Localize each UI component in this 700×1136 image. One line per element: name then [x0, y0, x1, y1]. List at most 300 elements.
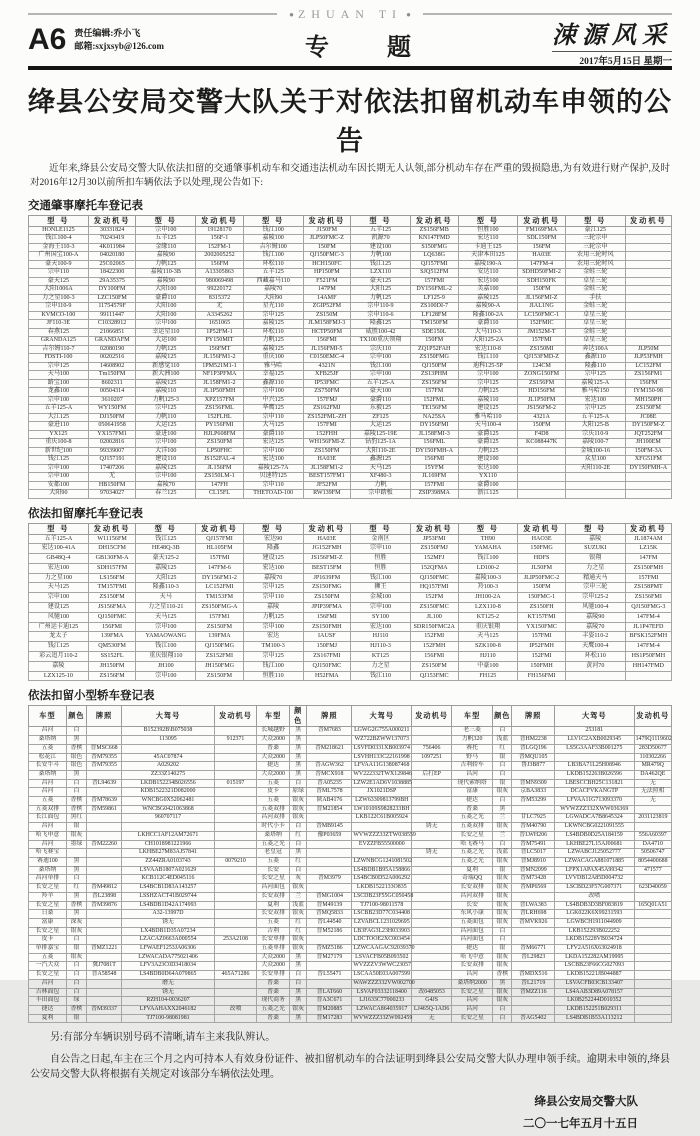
table-cell — [86, 866, 121, 875]
table-cell: 晋L29823 — [512, 953, 554, 962]
table-cell: DJ150FM — [88, 413, 136, 422]
table-cell — [625, 320, 671, 329]
table-cell: ZSIP398MA — [410, 490, 458, 499]
table-cell: LS4BDB3D3BF083819 — [554, 901, 634, 910]
table-cell: KCB112C4ED045116 — [122, 875, 215, 884]
table-cell: 嘉陵90 — [136, 252, 196, 261]
table-cell — [412, 805, 452, 814]
column-header: 型 号 — [351, 215, 411, 226]
table-cell: 2031123819 — [634, 814, 671, 823]
table-cell: ZS150FM — [196, 439, 244, 448]
table-cell: 钱江100 — [458, 554, 518, 564]
table-cell — [214, 901, 256, 910]
table-cell: 钻豹125-1A — [351, 439, 411, 448]
table-cell: 白 — [66, 962, 86, 971]
table-cell: YAMAOWANG — [136, 632, 196, 642]
table-cell — [122, 823, 215, 832]
table-cell: 隆鑫 — [243, 544, 303, 554]
table-row — [29, 413, 672, 422]
table-cell: 大阳100 — [136, 303, 196, 312]
table-cell: HCTP50FM — [303, 328, 351, 337]
table-cell: 豪进110 — [29, 422, 89, 431]
table-cell: 星光110 — [243, 303, 303, 312]
table-cell — [86, 858, 121, 867]
divider — [423, 13, 672, 15]
table-row — [29, 481, 672, 490]
table-cell: 宗申125 — [243, 652, 303, 662]
table-cell: WH156FMI-Z — [303, 439, 351, 448]
table-cell: 大运125 — [351, 422, 411, 431]
table-cell: 白 — [290, 979, 307, 988]
announcement-title: 绛县公安局交警大队关于对依法扣留机动车申领的公告 — [28, 87, 672, 156]
table-cell: QJ153FMC — [410, 671, 458, 681]
table-cell: ZS150FMJ — [410, 544, 458, 554]
table-cell: 157FMI — [303, 422, 351, 431]
table-row — [29, 866, 672, 875]
table-cell: 黑 — [66, 736, 86, 745]
table-cell: 晋MZ1221 — [86, 945, 121, 954]
table-cell: 嘉陵125-7A — [243, 464, 303, 473]
table-cell: 力帆125 — [136, 345, 196, 354]
table-cell: 宏达110 — [458, 235, 518, 244]
table-cell: ZS152FMI — [196, 652, 244, 662]
table-cell: HJ110 — [458, 652, 518, 662]
table-cell: 8315372 — [196, 294, 244, 303]
newspaper-brand: 涑源风采 — [551, 23, 672, 49]
table-row — [29, 736, 672, 745]
table-row — [29, 320, 672, 329]
table1-title: 交通肇事摩托车登记表 — [28, 199, 143, 212]
table-cell: 恒胜 — [351, 563, 411, 573]
table-row — [29, 797, 672, 806]
table-cell: BFSK152FMH — [625, 632, 671, 642]
table-cell: 钱江110 — [351, 671, 411, 681]
table-cell: CL15FL — [196, 490, 244, 499]
table-cell — [214, 744, 256, 753]
table-cell: JL1P47EFD — [625, 622, 671, 632]
table-cell: 21066851 — [88, 328, 136, 337]
table-cell — [625, 252, 671, 261]
table-cell: 晋M39876 — [86, 901, 121, 910]
table-cell — [634, 823, 671, 832]
table-row — [29, 371, 672, 380]
table-cell: 昌河面包 — [452, 936, 493, 945]
table-cell — [86, 979, 121, 988]
table-cell: HB150FM — [88, 481, 136, 490]
table-cell: 银灰 — [493, 823, 512, 832]
table-cell: 银灰 — [290, 1005, 307, 1014]
table-cell: 嘉陵70 — [243, 286, 303, 295]
table-cell: 天马125 — [458, 632, 518, 642]
table-cell: JL156FMI-Z — [518, 294, 566, 303]
table-cell: 银灰 — [290, 936, 307, 945]
table-cell: 大阳90 — [29, 490, 89, 499]
table-cell: 大阳1006A — [29, 286, 89, 295]
table-cell: 昌河 — [29, 727, 67, 736]
table-cell — [307, 849, 352, 858]
table-cell: 五菱面包 — [452, 918, 493, 927]
table-cell: 鑫源110 — [565, 354, 625, 363]
table-cell: 五菱双排 — [29, 805, 67, 814]
table-cell — [625, 243, 671, 252]
signature-org: 绛县公安局交警大队 — [534, 1096, 638, 1109]
table-cell: 嘉陵110 — [136, 388, 196, 397]
table-cell — [518, 481, 566, 490]
table-cell: XPZ157FM — [196, 396, 244, 405]
table-cell: 浅蓝 — [290, 901, 307, 910]
table-cell: 丰姿110-2 — [565, 632, 625, 642]
table-cell: XF480-3 — [351, 473, 411, 482]
table-cell: 晋HM2238 — [512, 736, 554, 745]
table-cell: 五羊125-A — [29, 534, 89, 544]
table-cell — [214, 875, 256, 884]
table-cell: 美嘉100 — [458, 286, 518, 295]
table-cell — [625, 235, 671, 244]
table-cell: 冀J7081T — [86, 962, 121, 971]
table-cell: LF125-9 — [410, 294, 458, 303]
table-cell: 18422300 — [88, 269, 136, 278]
table-cell: 赛托 — [452, 744, 493, 753]
table-cell: LZWNBCG1241081502 — [352, 858, 412, 867]
table-cell: ZS156FM — [88, 671, 136, 681]
table-cell: 无 — [634, 797, 671, 806]
table-cell — [634, 1005, 671, 1014]
table-cell: ZS150FM — [303, 447, 351, 456]
table-cell — [625, 303, 671, 312]
table-cell — [86, 936, 121, 945]
table-cell: 磨无 — [122, 979, 215, 988]
date-line: 2017年5月15日 星期一 — [552, 51, 672, 67]
table-cell: 长城越野 — [257, 727, 290, 736]
table-cell: 吉利 — [257, 927, 290, 936]
column-header: 发动机号 — [88, 523, 136, 534]
table-cell: 精通天马 — [565, 573, 625, 583]
table-row — [29, 953, 672, 962]
table-cell: 狮王 — [351, 583, 411, 593]
table-cell: LC152FM — [625, 362, 671, 371]
column-header: 发动机号 — [214, 706, 256, 727]
table-cell: JL156FM1-2 — [196, 354, 244, 363]
table-cell: 嘉陵125 — [243, 345, 303, 354]
table-cell: ZZ44ZRA0103743 — [122, 858, 215, 867]
table-cell — [412, 797, 452, 806]
table-cell: DA462QE — [634, 770, 671, 779]
table-cell: 松花江 — [29, 753, 67, 762]
table-row — [29, 573, 672, 583]
table-cell: 晋M3979 — [307, 875, 352, 884]
table-cell: 捷达 — [257, 762, 290, 771]
table-cell: 白 — [290, 866, 307, 875]
table-cell — [412, 971, 452, 980]
table-cell: LFPX1APAX45A99342 — [554, 866, 634, 875]
table-cell: JLM158FMJ-3 — [303, 320, 351, 329]
table-cell: 哈飞申意 — [29, 831, 67, 840]
table-cell — [214, 753, 256, 762]
table-cell: 新感觉110 — [136, 362, 196, 371]
table-cell: 156FMI — [410, 456, 458, 465]
table-cell: 捷达 — [452, 945, 493, 954]
table-cell: YX150FMC — [518, 622, 566, 632]
table-cell — [634, 1014, 671, 1023]
table-cell: 重庆银翔 — [458, 622, 518, 632]
table-cell: JP1639FM — [303, 573, 351, 583]
table-cell: 昌河双排 — [257, 814, 290, 823]
table-cell: G4JS — [412, 997, 452, 1006]
table-cell: 哈飞赛马 — [452, 840, 493, 849]
table-cell — [214, 849, 256, 858]
table-cell: 哈飞赛宝 — [29, 849, 67, 858]
table-cell: 无 — [196, 303, 244, 312]
table-cell: 五菱 — [257, 918, 290, 927]
table-cell: SDE150L — [410, 328, 458, 337]
table-cell — [86, 736, 121, 745]
table-cell: JH100 — [136, 661, 196, 671]
table-cell: 晋M79355 — [86, 753, 121, 762]
table-cell: 力帆125-3 — [136, 396, 196, 405]
table-cell: KT125-2 — [458, 612, 518, 622]
table-row — [29, 858, 672, 867]
page-number: A6 — [28, 23, 67, 56]
table-cell: 天马 — [136, 593, 196, 603]
table-cell: WNCBG0X52062481 — [122, 797, 215, 806]
table-cell: 晋M75491 — [512, 840, 554, 849]
table-cell: 天马100 — [29, 371, 89, 380]
table-cell: 长安 — [257, 866, 290, 875]
table-cell — [412, 788, 452, 797]
table-cell: 银灰 — [66, 953, 86, 962]
table-cell: 晋LAT660 — [307, 988, 352, 997]
table-cell: 中豪100 — [458, 661, 518, 671]
table-cell — [412, 762, 452, 771]
table-cell: 奇瑞QQ — [452, 875, 493, 884]
table-cell: YX110 — [458, 473, 518, 482]
table-cell: ZS150MI — [518, 345, 566, 354]
table-cell: 农用三轮时风 — [565, 252, 625, 261]
table-cell: LFVAAHAXX2046182 — [122, 1005, 215, 1014]
table-cell: 晋M21854 — [307, 805, 352, 814]
table-cell: 大运100 — [136, 337, 196, 346]
column-header: 大驾号 — [122, 706, 215, 727]
table-cell: LFV2A516X63024918 — [554, 945, 634, 954]
column-header: 发动机号 — [634, 706, 671, 727]
table-cell — [625, 490, 671, 499]
table-row — [29, 661, 672, 671]
table-cell: 大洋100 — [136, 447, 196, 456]
table-cell: 钱江100 — [243, 661, 303, 671]
table-cell: 捷达 — [452, 797, 493, 806]
table-cell — [86, 997, 121, 1006]
table-cell: 龙鑫100 — [29, 388, 89, 397]
table-cell: J150FM — [303, 226, 351, 235]
table-cell: 老三菱 — [452, 727, 493, 736]
table-cell — [86, 927, 121, 936]
table-row — [29, 396, 672, 405]
table-cell: HL105FM — [196, 544, 244, 554]
table-cell: 红 — [290, 858, 307, 867]
table-row — [29, 447, 672, 456]
table-cell: 97034027 — [88, 490, 136, 499]
table-cell: LKDB152263B026596 — [554, 770, 634, 779]
table-cell: 昌河面包 — [452, 927, 493, 936]
table-cell: 156FMI — [303, 612, 351, 622]
table-cell: 110302266 — [634, 753, 671, 762]
table-cell: LKB152293B022252 — [554, 927, 634, 936]
column-header: 型 号 — [29, 523, 89, 534]
table-cell: JL100 — [410, 612, 458, 622]
table-row — [29, 534, 672, 544]
table-cell — [518, 447, 566, 456]
table-cell: 嘉陵90-A — [458, 303, 518, 312]
column-header: 型 号 — [458, 523, 518, 534]
table-cell: ZS162FMJ — [303, 405, 351, 414]
table-cell: 昌河 — [452, 770, 493, 779]
table-cell: 白 — [493, 797, 512, 806]
table-cell: EVZZFB55500000 — [352, 840, 412, 849]
table-cell: 五羊125-A — [565, 413, 625, 422]
table-cell: ZS156FM — [518, 379, 566, 388]
table-cell: 152FMI — [410, 632, 458, 642]
table-cell: 晋M39337 — [86, 1005, 121, 1014]
table-cell: 宏达100-41A — [29, 544, 89, 554]
table-cell: 宗申125 — [565, 405, 625, 414]
table-cell: 晋L44540 — [307, 918, 352, 927]
table-cell: 香槟 — [66, 901, 86, 910]
table-cell: 宏达100 — [565, 396, 625, 405]
table-cell: 晋MG1004 — [307, 892, 352, 901]
table-cell: 晋MZZ116 — [512, 988, 554, 997]
table-cell — [634, 892, 671, 901]
table-cell — [412, 779, 452, 788]
table-cell: 大众2000 — [257, 962, 290, 971]
table-cell — [214, 892, 256, 901]
table-cell: 雅马哈150 — [565, 388, 625, 397]
table-cell — [634, 727, 671, 736]
table-cell: ZS156FMB — [410, 226, 458, 235]
table-cell — [512, 727, 554, 736]
table-cell: TM150FM — [410, 320, 458, 329]
column-header: 型 号 — [243, 523, 303, 534]
table-cell — [122, 744, 215, 753]
table-cell: ZGIP52FM — [303, 303, 351, 312]
table-cell: 晋M52186 — [307, 927, 352, 936]
table-cell: 东毅125 — [351, 405, 411, 414]
table-cell: KVMCO-100 — [29, 311, 89, 320]
table-cell: 普桑 — [257, 988, 290, 997]
table-cell: WVZZZV3WWC23057 — [352, 962, 412, 971]
table-cell — [412, 901, 452, 910]
table-cell — [412, 936, 452, 945]
table-cell: 宗申100 — [29, 473, 89, 482]
table-cell: 恒胜110 — [243, 671, 303, 681]
table-cell: 五菱 — [29, 953, 67, 962]
table-cell: 宗申100 — [29, 464, 89, 473]
table-cell: 白 — [66, 727, 86, 736]
column-header: 型 号 — [136, 215, 196, 226]
table-row — [29, 823, 672, 832]
table-cell: SZK100-8 — [458, 642, 518, 652]
table-cell: LS4AAB3D89A078157 — [554, 988, 634, 997]
table-cell: 力帆125 — [243, 612, 303, 622]
table-cell: 99339007 — [88, 447, 136, 456]
table-cell — [512, 1005, 554, 1014]
table-cell: 天津本田125 — [458, 252, 518, 261]
table-cell — [512, 892, 554, 901]
table-cell: F521FM — [303, 277, 351, 286]
table-cell: 普桑 — [257, 744, 290, 753]
table-cell: 长安之星 — [29, 927, 67, 936]
table-cell: 幸运星110 — [136, 328, 196, 337]
table2-title: 依法扣留摩托车登记表 — [28, 507, 143, 520]
section-name: 专 题 — [304, 35, 437, 61]
table-cell: 长安之星 — [452, 831, 493, 840]
column-header: 发动机号 — [410, 215, 458, 226]
table-cell: XFG51FM — [625, 456, 671, 465]
table-cell: 晋M218621 — [307, 744, 352, 753]
table-cell: 五菱之光 — [257, 840, 290, 849]
table-cell: HJLP608FM — [196, 430, 244, 439]
table-cell: TE156FM — [410, 405, 458, 414]
table-cell: 银 — [493, 866, 512, 875]
table-cell — [86, 953, 121, 962]
table-cell — [634, 927, 671, 936]
table-cell: 宏达100 — [29, 563, 89, 573]
table-cell: 五菱之光 — [452, 849, 493, 858]
bullet-icon: ● — [289, 9, 294, 19]
table-cell: WVWZZZ332XWW036369 — [554, 805, 634, 814]
table-cell: 14AMF — [303, 294, 351, 303]
table-cell: LKDA152282AM19995 — [554, 953, 634, 962]
column-header: 发动机号 — [303, 523, 351, 534]
table-cell: 050641958 — [88, 422, 136, 431]
table-cell: 环松110 — [243, 328, 303, 337]
table-cell: QM530FM — [88, 642, 136, 652]
table-row — [29, 294, 672, 303]
table-cell: LZX110 — [351, 269, 411, 278]
table-row — [29, 901, 672, 910]
table-cell: 157FMI — [410, 277, 458, 286]
table-cell: 150FM — [410, 337, 458, 346]
table-cell: 白 — [290, 823, 307, 832]
table-cell: 大阳125-2A — [458, 337, 518, 346]
table-cell: LZ15K — [625, 544, 671, 554]
table-cell — [512, 770, 554, 779]
table-cell: ZS150FM — [196, 671, 244, 681]
table-cell: 建设125 — [29, 603, 89, 613]
table-cell — [214, 1014, 256, 1023]
table-row — [29, 226, 672, 235]
table-cell: A13305863 — [196, 269, 244, 278]
table-cell: LP50FHC — [196, 447, 244, 456]
table-cell: QJ150FMG-3 — [625, 603, 671, 613]
table-cell — [307, 840, 352, 849]
table-cell: 宗申110 — [29, 269, 89, 278]
table-cell: 黑 — [290, 770, 307, 779]
table-row — [29, 337, 672, 346]
table-cell: 29A35375 — [88, 277, 136, 286]
table-cell: 雅马哈110 — [458, 413, 518, 422]
table-cell: A32-13997D — [122, 910, 215, 919]
table-cell: 大众2000 — [257, 753, 290, 762]
table-cell: 晋M73428 — [512, 875, 554, 884]
table-cell: 4321N — [303, 362, 351, 371]
table-cell: 晋MVK926 — [512, 918, 554, 927]
table-cell: LS4BDB0D25A184159 — [554, 831, 634, 840]
table-cell: 昌河 — [29, 779, 67, 788]
table-cell: LB3BA71L25H08946 — [554, 762, 634, 771]
table-cell: 1651065 — [196, 320, 244, 329]
table-cell: 天阳110-2E — [565, 464, 625, 473]
table-cell: 白 — [493, 927, 512, 936]
